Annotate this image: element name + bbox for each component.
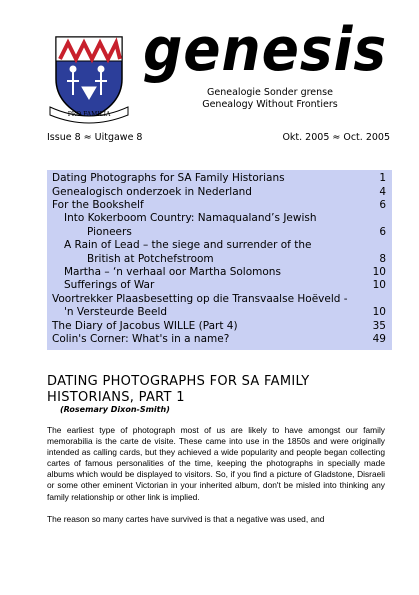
toc-page: 10: [372, 306, 386, 318]
masthead-title: genesis: [143, 18, 387, 85]
crest-motto: PRO FAMILIA: [67, 111, 111, 118]
toc-title: 'n Versteurde Beeld: [64, 306, 168, 318]
toc-page: 6: [379, 226, 386, 238]
issue-date: Okt. 2005 ≈ Oct. 2005: [282, 132, 390, 143]
issue-number: Issue 8 ≈ Uitgawe 8: [47, 132, 143, 143]
toc-page: 49: [372, 333, 386, 345]
toc-page: 8: [379, 253, 386, 265]
masthead-logo: [140, 18, 390, 86]
article-author: (Rosemary Dixon-Smith): [60, 405, 170, 414]
article-paragraph: The earliest type of photograph most of us are likely to have amongst our family memorabilia is the carte de visite. These came into use in the 1850s and were originally intended as calling cards, but they achieved a wide popularity and people began collecting cartes of famous personalities of the time, keeping the photographs in specially made albums which would be displayed to visitors. So, if you find a picture of Gladstone, Disraeli or some other eminent Victorian in your inherited album, don't be misled into thinking any family relationship or other link is implied.: [47, 425, 385, 502]
tagline-afrikaans: Genealogie Sonder grense: [207, 87, 333, 98]
toc-title: For the Bookshelf: [52, 199, 144, 211]
toc-title: Dating Photographs for SA Family Historians: [52, 172, 285, 184]
tagline-english: Genealogy Without Frontiers: [202, 99, 338, 110]
toc-title: British at Potchefstroom: [87, 253, 214, 265]
toc-title: Into Kokerboom Country: Namaqualand’s Jewish: [64, 212, 317, 224]
toc-title: The Diary of Jacobus WILLE (Part 4): [52, 320, 238, 332]
toc-title: Sufferings of War: [64, 279, 155, 291]
toc-title: Martha – ‘n verhaal oor Martha Solomons: [64, 266, 281, 278]
toc-title: A Rain of Lead – the siege and surrender of the: [64, 239, 312, 251]
toc-title: Colin's Corner: What's in a name?: [52, 333, 230, 345]
toc-title: Genealogisch onderzoek in Nederland: [52, 186, 252, 198]
toc-page: 4: [379, 186, 386, 198]
article-title: DATING PHOTOGRAPHS FOR SA FAMILY HISTORIANS, PART 1: [47, 374, 310, 405]
family-crest-logo: [48, 33, 130, 125]
toc-page: 35: [372, 320, 386, 332]
article-paragraph: The reason so many cartes have survived is that a negative was used, and: [47, 514, 325, 524]
toc-title: Pioneers: [87, 226, 132, 238]
table-of-contents: [47, 170, 392, 350]
toc-page: 1: [379, 172, 386, 184]
toc-page: 6: [379, 199, 386, 211]
toc-page: 10: [372, 279, 386, 291]
toc-title: Voortrekker Plaasbesetting op die Transvaalse Hoëveld -: [52, 293, 348, 305]
toc-page: 10: [372, 266, 386, 278]
